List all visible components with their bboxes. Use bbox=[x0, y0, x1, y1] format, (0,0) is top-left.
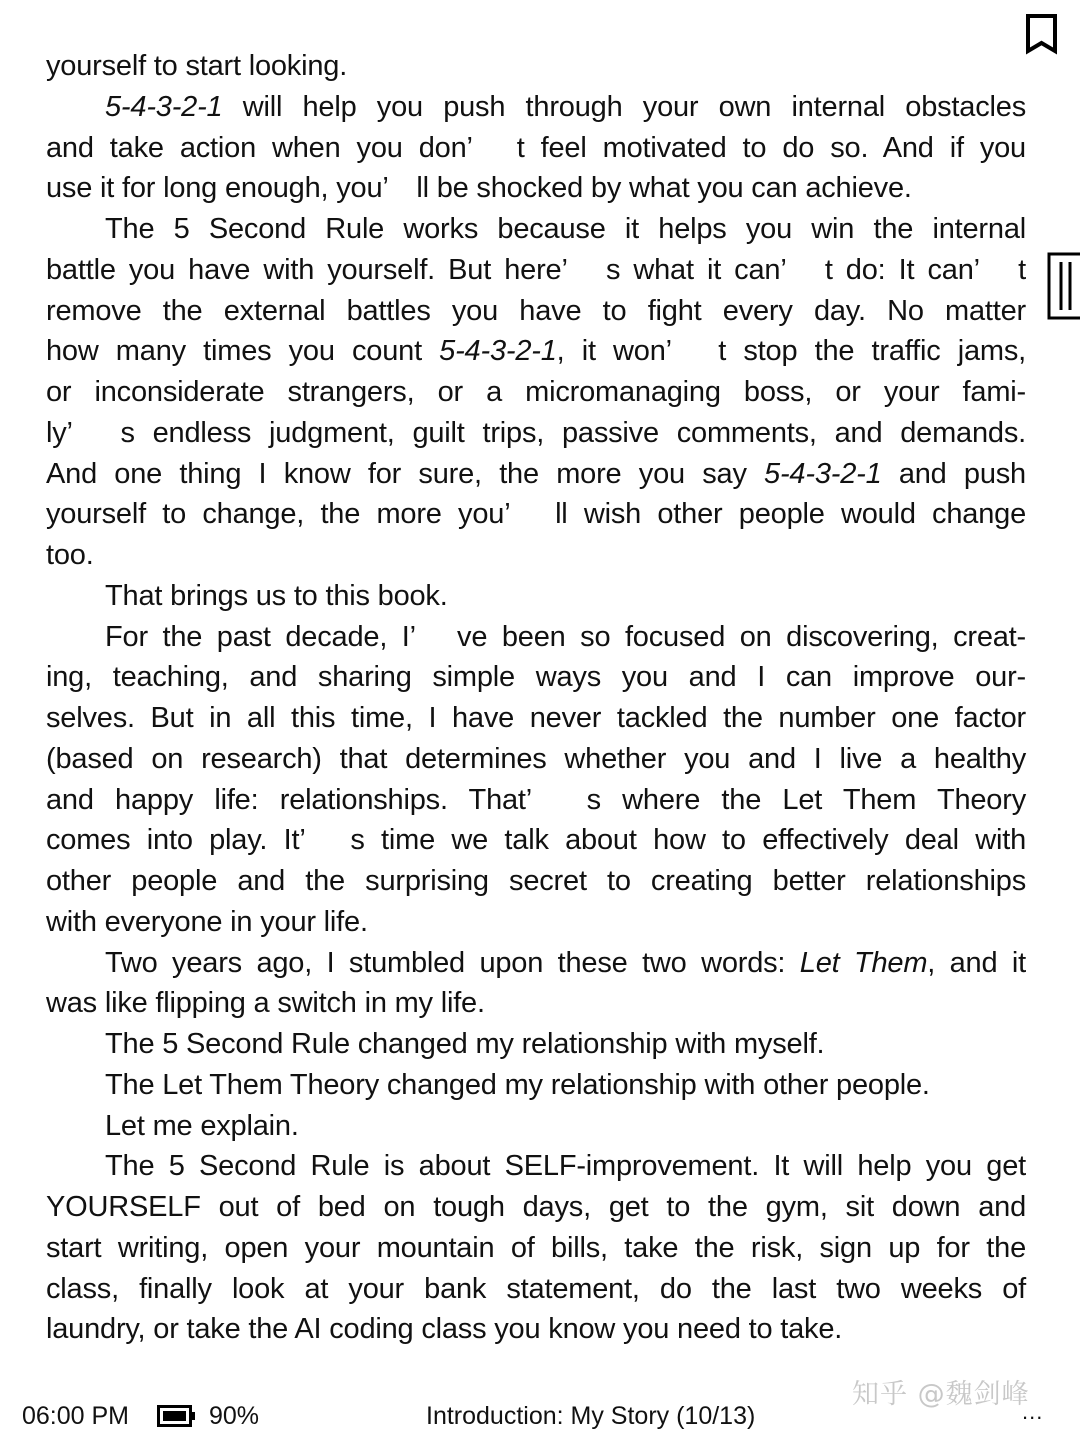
text-segment: The 5 Second Rule works because it helps you win the internal bbox=[105, 213, 1026, 245]
text-line bbox=[46, 168, 1026, 209]
text-line bbox=[46, 454, 1026, 495]
text-line bbox=[46, 372, 1026, 413]
text-segment: Two years ago, I stumbled upon these two words: bbox=[105, 946, 800, 979]
more-icon[interactable]: ... bbox=[1022, 1399, 1044, 1424]
text-segment: with everyone in your life. bbox=[46, 905, 368, 938]
panel-handle-icon bbox=[1047, 252, 1080, 320]
text-segment: yourself to change, the more you’ ll wish other people would change bbox=[46, 498, 1026, 531]
text-line bbox=[46, 983, 1026, 1024]
text-segment: how many times you count bbox=[46, 335, 440, 368]
bookmark-button[interactable] bbox=[1022, 12, 1062, 56]
text-line bbox=[46, 413, 1026, 454]
text-line bbox=[46, 1269, 1026, 1310]
text-segment: or inconsiderate strangers, or a micromanaging boss, or your fami- bbox=[46, 376, 1026, 408]
chapter-progress[interactable]: Introduction: My Story (10/13) bbox=[426, 1402, 756, 1430]
text-segment: For the past decade, I’ ve been so focused on discovering, creat- bbox=[105, 620, 1026, 653]
text-segment: (based on research) that determines whether you and I live a healthy bbox=[46, 742, 1026, 775]
text-line bbox=[46, 331, 1026, 372]
text-segment: ly’ s endless judgment, guilt trips, passive comments, and demands. bbox=[46, 416, 1026, 449]
text-segment: selves. But in all this time, I have never tackled the number one factor bbox=[46, 702, 1026, 734]
italic-text: 5-4-3-2-1 bbox=[439, 335, 557, 368]
bookmark-icon bbox=[1022, 12, 1062, 56]
text-line bbox=[46, 535, 1026, 576]
text-line bbox=[46, 128, 1026, 169]
text-segment: yourself to start looking. bbox=[46, 50, 348, 82]
text-segment: was like flipping a switch in my life. bbox=[46, 987, 485, 1020]
text-segment: laundry, or take the AI coding class you know you need to take. bbox=[46, 1313, 843, 1346]
text-segment: too. bbox=[46, 539, 94, 571]
text-segment: other people and the surprising secret to creating better relationships bbox=[46, 865, 1026, 897]
text-segment: And one thing I know for sure, the more you say bbox=[46, 457, 765, 490]
text-line bbox=[46, 494, 1026, 535]
text-line bbox=[46, 902, 1026, 943]
text-segment: remove the external battles you have to fight every day. No matter bbox=[46, 294, 1026, 327]
text-line bbox=[46, 46, 1026, 87]
text-line bbox=[46, 657, 1026, 698]
text-line bbox=[46, 576, 1026, 617]
text-line bbox=[46, 1106, 1026, 1147]
text-line bbox=[46, 820, 1026, 861]
text-segment: YOURSELF out of bed on tough days, get to the gym, sit down and bbox=[46, 1191, 1026, 1223]
text-segment: comes into play. It’ s time we talk about how to effectively deal with bbox=[46, 824, 1026, 857]
text-segment: That brings us to this book. bbox=[105, 579, 448, 612]
text-line bbox=[46, 1228, 1026, 1269]
watermark: 知乎 @魏剑峰 bbox=[852, 1379, 1030, 1410]
text-line bbox=[46, 617, 1026, 658]
text-line bbox=[46, 1187, 1026, 1228]
text-segment: use it for long enough, you’ ll be shocked by what you can achieve. bbox=[46, 172, 912, 205]
text-segment: will help you push through your own internal obstacles bbox=[222, 90, 1026, 123]
text-segment: and take action when you don’ t feel motivated to do so. And if you bbox=[46, 131, 1026, 164]
text-line bbox=[46, 1146, 1026, 1187]
text-line bbox=[46, 861, 1026, 902]
text-segment: , it won’ t stop the traffic jams, bbox=[556, 335, 1027, 368]
text-line bbox=[46, 87, 1026, 128]
italic-text: 5-4-3-2-1 bbox=[105, 90, 223, 123]
text-segment: class, finally look at your bank statement, do the last two weeks of bbox=[46, 1272, 1026, 1305]
text-segment: and push bbox=[881, 457, 1026, 490]
text-segment: ing, teaching, and sharing simple ways you and I can improve our- bbox=[46, 661, 1026, 694]
status-footer bbox=[0, 1395, 1080, 1435]
text-line bbox=[46, 1024, 1026, 1065]
text-line bbox=[46, 698, 1026, 739]
text-line bbox=[46, 943, 1026, 984]
text-segment: The Let Them Theory changed my relationship with other people. bbox=[105, 1068, 930, 1101]
text-segment: The 5 Second Rule is about SELF-improvement. It will help you get bbox=[105, 1150, 1026, 1183]
side-panel-handle[interactable] bbox=[1047, 252, 1080, 320]
text-segment: The 5 Second Rule changed my relationship with myself. bbox=[105, 1028, 825, 1060]
text-segment: and happy life: relationships. That’ s where the Let Them Theory bbox=[46, 783, 1026, 816]
book-page-text bbox=[46, 46, 1026, 1350]
italic-text: Let Them bbox=[799, 946, 928, 979]
text-line bbox=[46, 209, 1026, 250]
text-segment: start writing, open your mountain of bills, take the risk, sign up for the bbox=[46, 1231, 1026, 1264]
battery-icon bbox=[157, 1405, 197, 1427]
text-line bbox=[46, 739, 1026, 780]
italic-text: 5-4-3-2-1 bbox=[764, 457, 882, 490]
text-segment: battle you have with yourself. But here’ s what it can’ t do: It can’ t bbox=[46, 253, 1026, 286]
text-segment: , and it bbox=[927, 946, 1026, 979]
text-line bbox=[46, 291, 1026, 332]
battery-percent: 90% bbox=[209, 1402, 260, 1430]
text-line bbox=[46, 250, 1026, 291]
clock-time: 06:00 PM bbox=[22, 1402, 130, 1430]
text-line bbox=[46, 780, 1026, 821]
text-line bbox=[46, 1065, 1026, 1106]
text-line bbox=[46, 1309, 1026, 1350]
text-segment: Let me explain. bbox=[105, 1109, 299, 1142]
